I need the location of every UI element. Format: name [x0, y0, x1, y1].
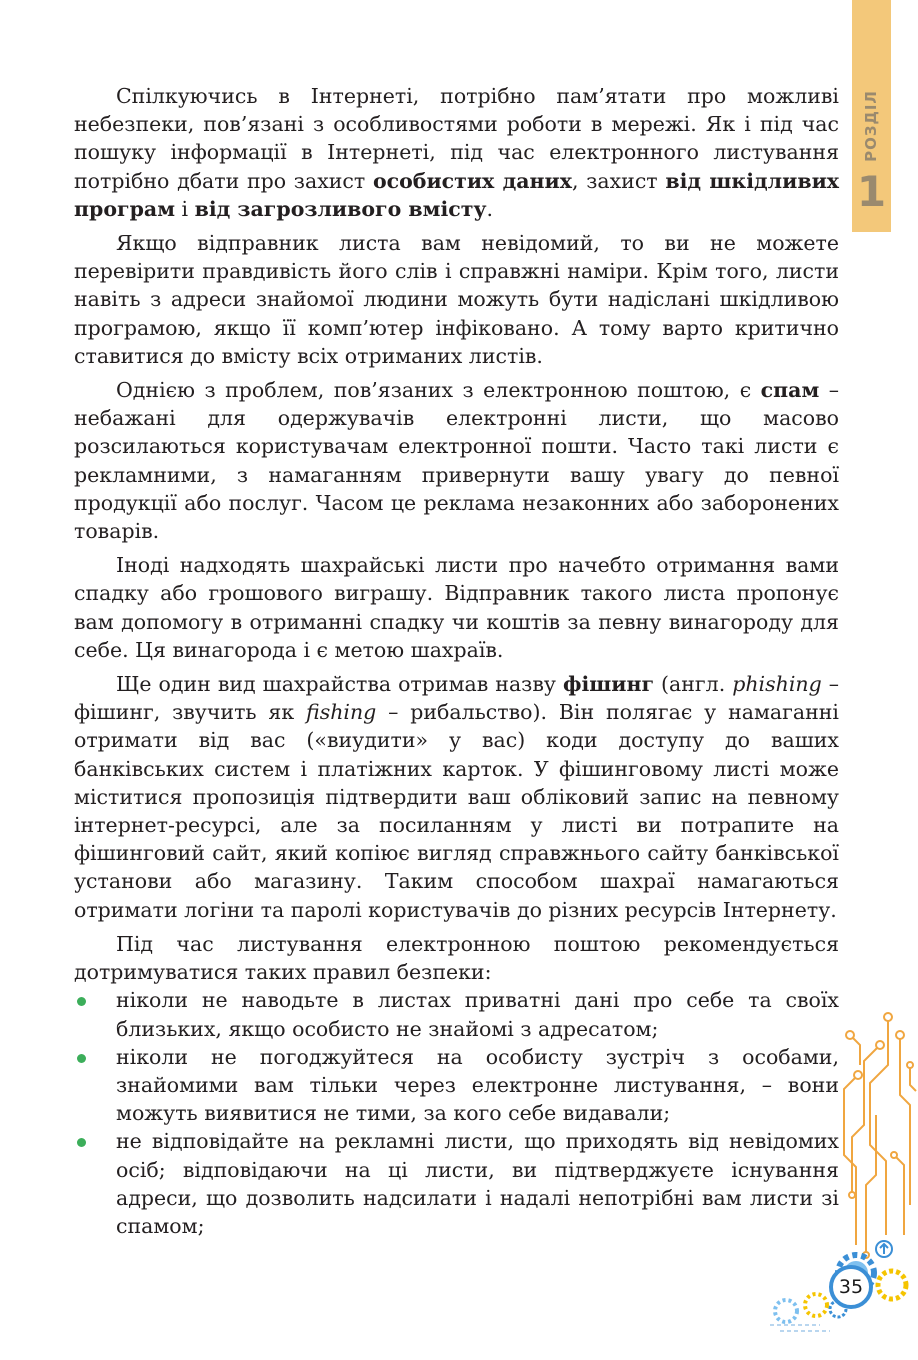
term-phishing-english: phishing: [732, 672, 822, 697]
paragraph: Іноді надходять шахрайські листи про начебто отримання вами спадку або грошового виграшу. Відправник такого листа пропонує вам допомогу в отриманні спадку чи коштів за певну винагороду для себе. Ця винагорода і є метою шахраїв.: [74, 553, 839, 662]
paragraph: Під час листування електронною поштою рекомендується дотримуватися таких правил безпеки:: [74, 931, 839, 985]
gear-icon: [805, 1294, 827, 1316]
paragraph: Однією з проблем, пов’язаних з електронною поштою, є спам – небажані для одержувачів електронні листи, що масово розсилаються користувачам електронної пошти. Часто такі листи є рекламними, з намаганням привернути вашу увагу до певної продукції або послуг. Часом це реклама незаконних або заборонених товарів.: [74, 378, 839, 544]
section-word: РОЗДІЛ: [862, 90, 880, 162]
rules-list: [74, 986, 839, 1240]
list-item: ніколи не наводьте в листах приватні дані про себе та своїх близьких, якщо особисто не знайомі з адресатом;: [74, 986, 839, 1042]
page-body: [74, 82, 839, 1240]
circuit-decoration: [760, 1005, 918, 1360]
section-tab-label: [853, 86, 889, 166]
list-item: не відповідайте на рекламні листи, що приходять від невідомих осіб; відповідаючи на ці листи, ви підтверджуєте існування адреси, що дозволить надсилати і надалі непотрібні вам листи зі спамом;: [74, 1127, 839, 1240]
page-number: 35: [829, 1265, 873, 1309]
paragraph: Спілкуючись в Інтернеті, потрібно пам’ятати про можливі небезпеки, пов’язані з особливостями роботи в мережі. Як і під час пошуку інформації в Інтернеті, під час електронного листування потрібно дбати про захист особистих даних, захист від шкідливих програм і від загрозливого вмісту.: [74, 84, 839, 221]
bullet-icon: [77, 997, 86, 1006]
term-spam: спам: [760, 378, 820, 403]
term-fishing-english: fishing: [306, 700, 377, 725]
paragraph: Якщо відправник листа вам невідомий, то ви не можете перевірити правдивість його слів і справжні наміри. Крім того, листи навіть з адреси знайомої людини можуть бути надіслані шкідливою програмою, якщо її комп’ютер інфіковано. А тому варто критично ставитися до вмісту всіх отриманих листів.: [74, 231, 839, 368]
term-phishing: фішинг: [562, 672, 655, 697]
term-personal-data: особистих даних: [372, 168, 572, 193]
term-malware: від шкідливих програм: [74, 168, 839, 221]
gear-icon: [878, 1271, 906, 1299]
paragraph: Ще один вид шахрайства отримав назву фішинг (англ. phishing – фішинг, звучить як fishing – рибальство). Він полягає у намаганні отримати від вас («виудити» у вас) коди доступу до ваших банківських систем і платіжних карток. У фішинговому листі може міститися пропозиція підтвердити ваш обліковий запис на певному інтернет-ресурсі, але за посиланням у листі ви потрапите на фішинговий сайт, який копіює вигляд справжнього сайту банківської установи або магазину. Таким способом шахраї намагаються отримати логіни та паролі користувачів до різних ресурсів Інтернету.: [74, 672, 839, 922]
section-number: 1: [856, 167, 887, 216]
list-item: ніколи не погоджуйтеся на особисту зустріч з особами, знайомими вам тільки через електронне листування, – вони можуть виявитися не тими, за кого себе видавали;: [74, 1043, 839, 1128]
bullet-icon: [77, 1054, 86, 1063]
term-threatening-content: від загрозливого вмісту: [194, 196, 487, 221]
bullet-icon: [77, 1138, 86, 1147]
gear-icon: [775, 1300, 797, 1322]
